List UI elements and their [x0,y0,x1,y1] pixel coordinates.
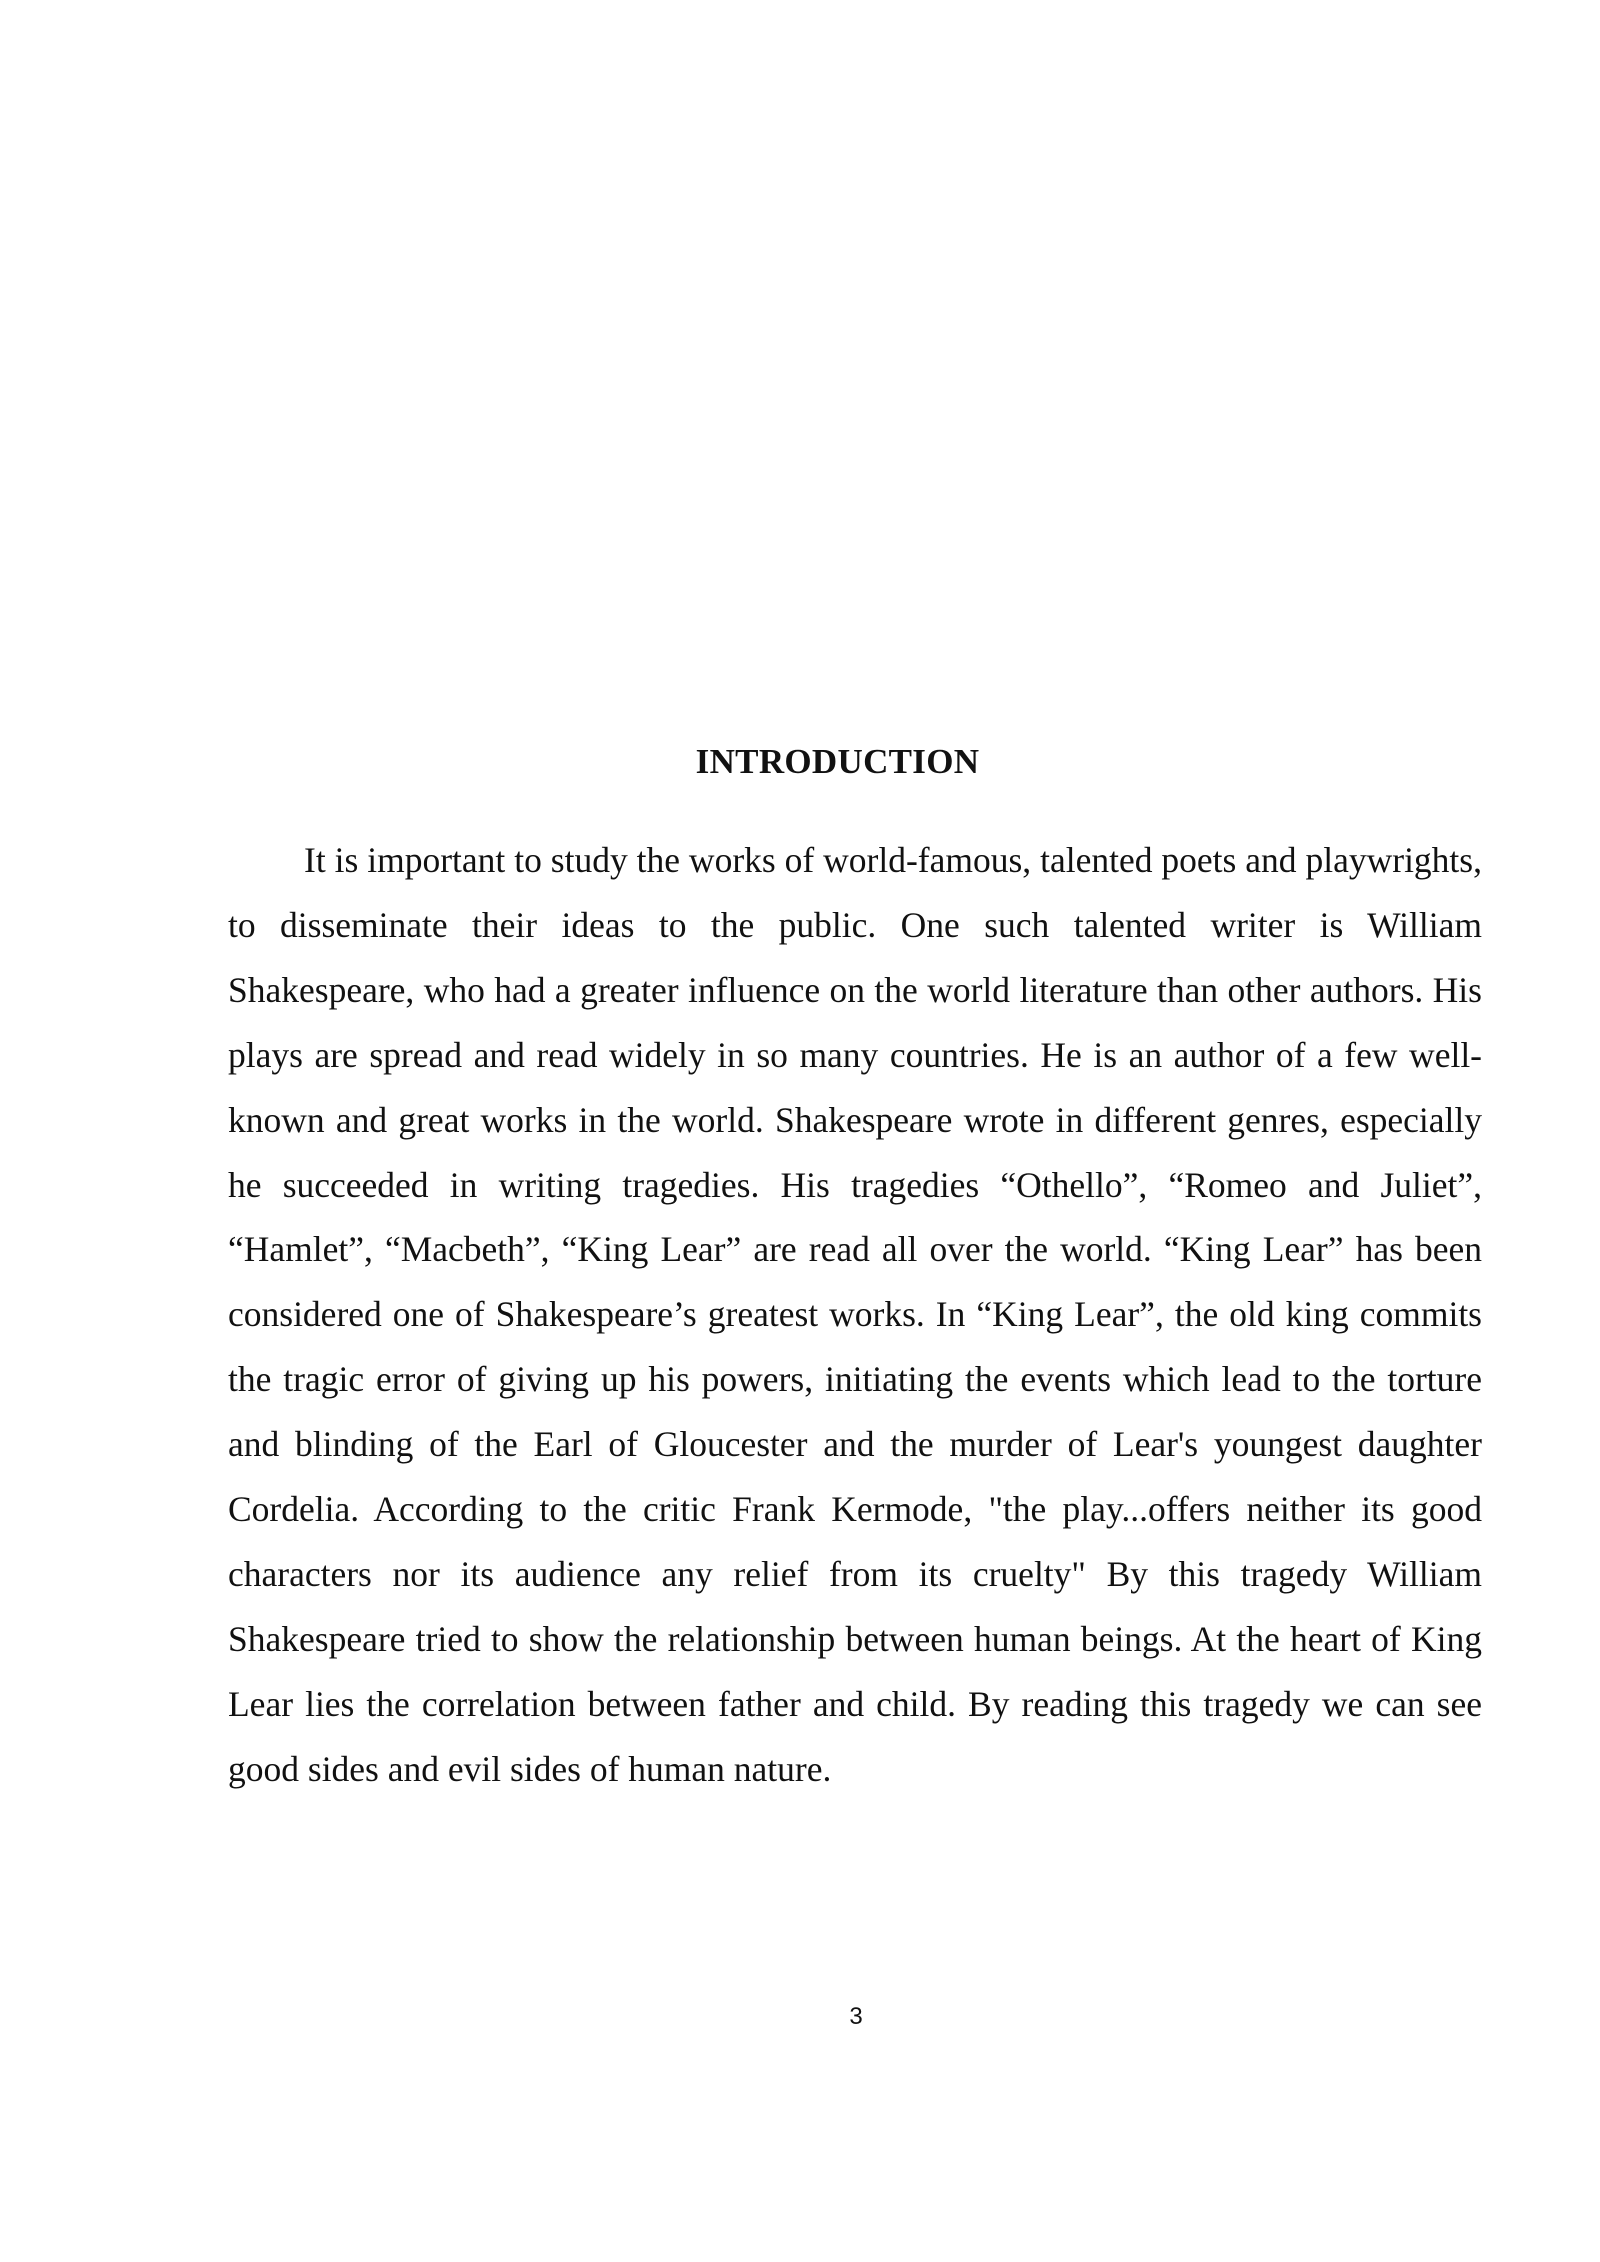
introduction-paragraph: It is important to study the works of world-famous, talented poets and playwrights, to disseminate their ideas to the public. One such talented writer is William Shakespeare, who had a greater influence on the world literature than other authors. His plays are spread and read widely in so many countries. He is an author of a few well-known and great works in the world. Shakespeare wrote in different genres, especially he succeeded in writing tragedies. His tragedies “Othello”, “Romeo and Juliet”, “Hamlet”, “Macbeth”, “King Lear” are read all over the world. “King Lear” has been considered one of Shakespeare’s greatest works. In “King Lear”, the old king commits the tragic error of giving up his powers, initiating the events which lead to the torture and blinding of the Earl of Gloucester and the murder of Lear's youngest daughter Cordelia. According to the critic Frank Kermode, "the play...offers neither its good characters nor its audience any relief from its cruelty" By this tragedy William Shakespeare tried to show the relationship between human beings. At the heart of King Lear lies the correlation between father and child. By reading this tragedy we can see good sides and evil sides of human nature. [228,840,1482,1789]
section-heading: INTRODUCTION [695,742,980,781]
page-number: 3 [849,2003,863,2030]
